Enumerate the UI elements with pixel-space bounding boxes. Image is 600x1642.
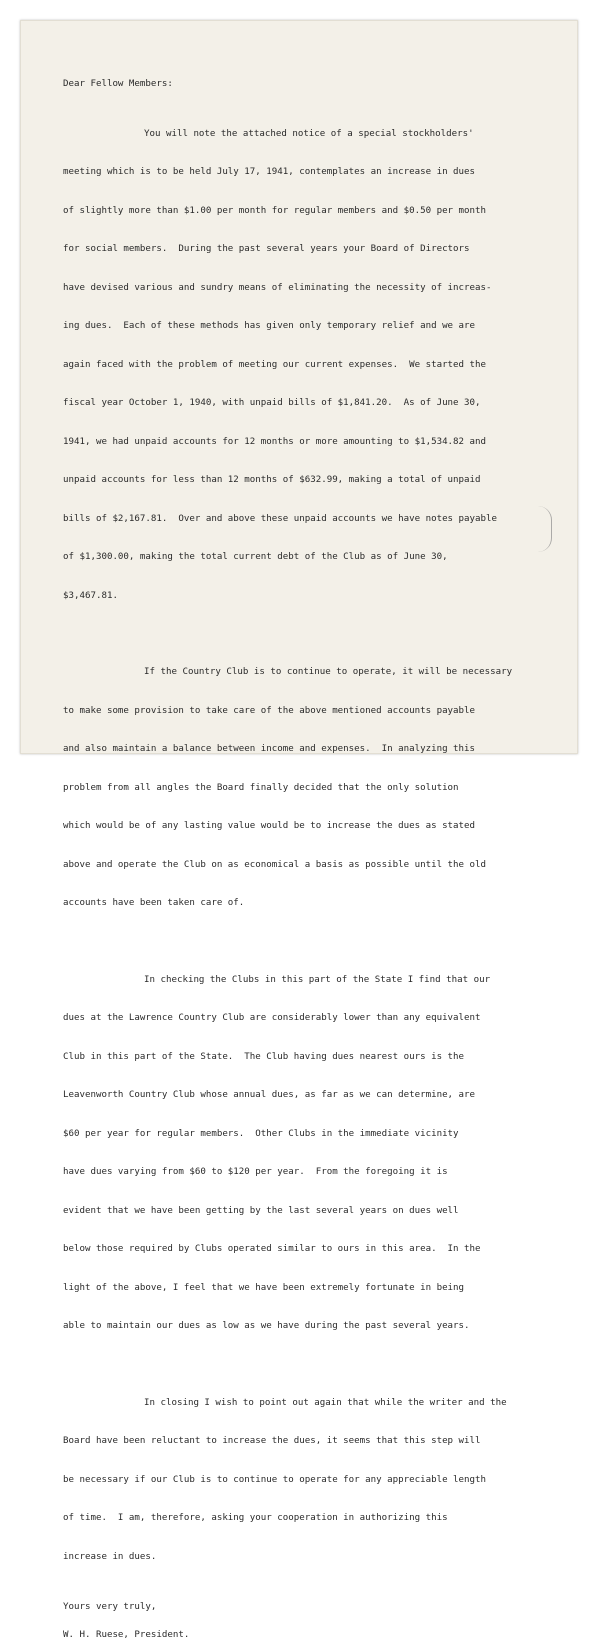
letter-line: 1941, we had unpaid accounts for 12 months or more amounting to $1,534.82 and [63,436,487,447]
letter-line: Board have been reluctant to increase the dues, it seems that this step will [63,1436,481,1447]
letter-line: In checking the Clubs in this part of the State I find that our [144,974,491,985]
letter-line: of slightly more than $1.00 per month for regular members and $0.50 per month [63,205,487,216]
letter-line: of time. I am, therefore, asking your cooperation in authorizing this [63,1513,448,1524]
letter-line: for social members. During the past several years your Board of Directors [63,244,470,255]
signature-line: W. H. Ruese, President. [63,1630,190,1641]
letter-line: have devised various and sundry means of eliminating the necessity of increas- [63,282,492,293]
letter-line: bills of $2,167.81. Over and above these unpaid accounts we have notes payable [63,513,498,524]
letter-line: below those required by Clubs operated similar to ours in this area. In the [63,1244,481,1255]
salutation: Dear Fellow Members: [63,79,173,89]
letter-line: light of the above, I feel that we have been extremely fortunate in being [63,1282,465,1293]
letter-line: problem from all angles the Board finally decided that the only solution [63,782,459,793]
letter-line: accounts have been taken care of. [63,898,245,909]
letter-line: above and operate the Club on as economical a basis as possible until the old [63,859,487,870]
letter-line: Club in this part of the State. The Club having dues nearest ours is the [63,1051,465,1062]
paragraph-1 [63,102,541,629]
letter-line: and also maintain a balance between income and expenses. In analyzing this [63,744,476,755]
letter-line: have dues varying from $60 to $120 per year. From the foregoing it is [63,1167,448,1178]
letter-line: fiscal year October 1, 1940, with unpaid bills of $1,841.20. As of June 30, [63,398,481,409]
letter-line: If the Country Club is to continue to operate, it will be necessary [144,667,513,678]
paragraph-3 [63,948,541,1359]
letter-line: $60 per year for regular members. Other Clubs in the immediate vicinity [63,1128,459,1139]
letter-line: of $1,300.00, making the total current debt of the Club as of June 30, [63,552,448,563]
paragraph-4 [63,1371,541,1589]
pencil-bracket-mark [537,506,552,552]
letter-line: again faced with the problem of meeting our current expenses. We started the [63,359,487,370]
letter-line: to make some provision to take care of the above mentioned accounts payable [63,705,476,716]
closing: Yours very truly, [63,1602,157,1613]
letter-line: ing dues. Each of these methods has given only temporary relief and we are [63,321,476,332]
letter-line: Leavenworth Country Club whose annual dues, as far as we can determine, are [63,1090,476,1101]
paragraph-2 [63,640,541,935]
letter-line: unpaid accounts for less than 12 months of $632.99, making a total of unpaid [63,475,481,486]
letter-line: evident that we have been getting by the last several years on dues well [63,1205,459,1216]
letter-line: which would be of any lasting value would be to increase the dues as stated [63,821,476,832]
letter-line: be necessary if our Club is to continue to operate for any appreciable length [63,1474,487,1485]
letter-body [63,78,541,1642]
letter-line: increase in dues. [63,1551,157,1562]
letter-line: In closing I wish to point out again that while the writer and the [144,1397,507,1408]
letter-line: $3,467.81. [63,590,118,601]
letter-line: meeting which is to be held July 17, 1941, contemplates an increase in dues [63,167,476,178]
letter-line: dues at the Lawrence Country Club are considerably lower than any equivalent [63,1013,481,1024]
letter-line: able to maintain our dues as low as we have during the past several years. [63,1321,470,1332]
letter-line: You will note the attached notice of a special stockholders' [144,128,474,139]
